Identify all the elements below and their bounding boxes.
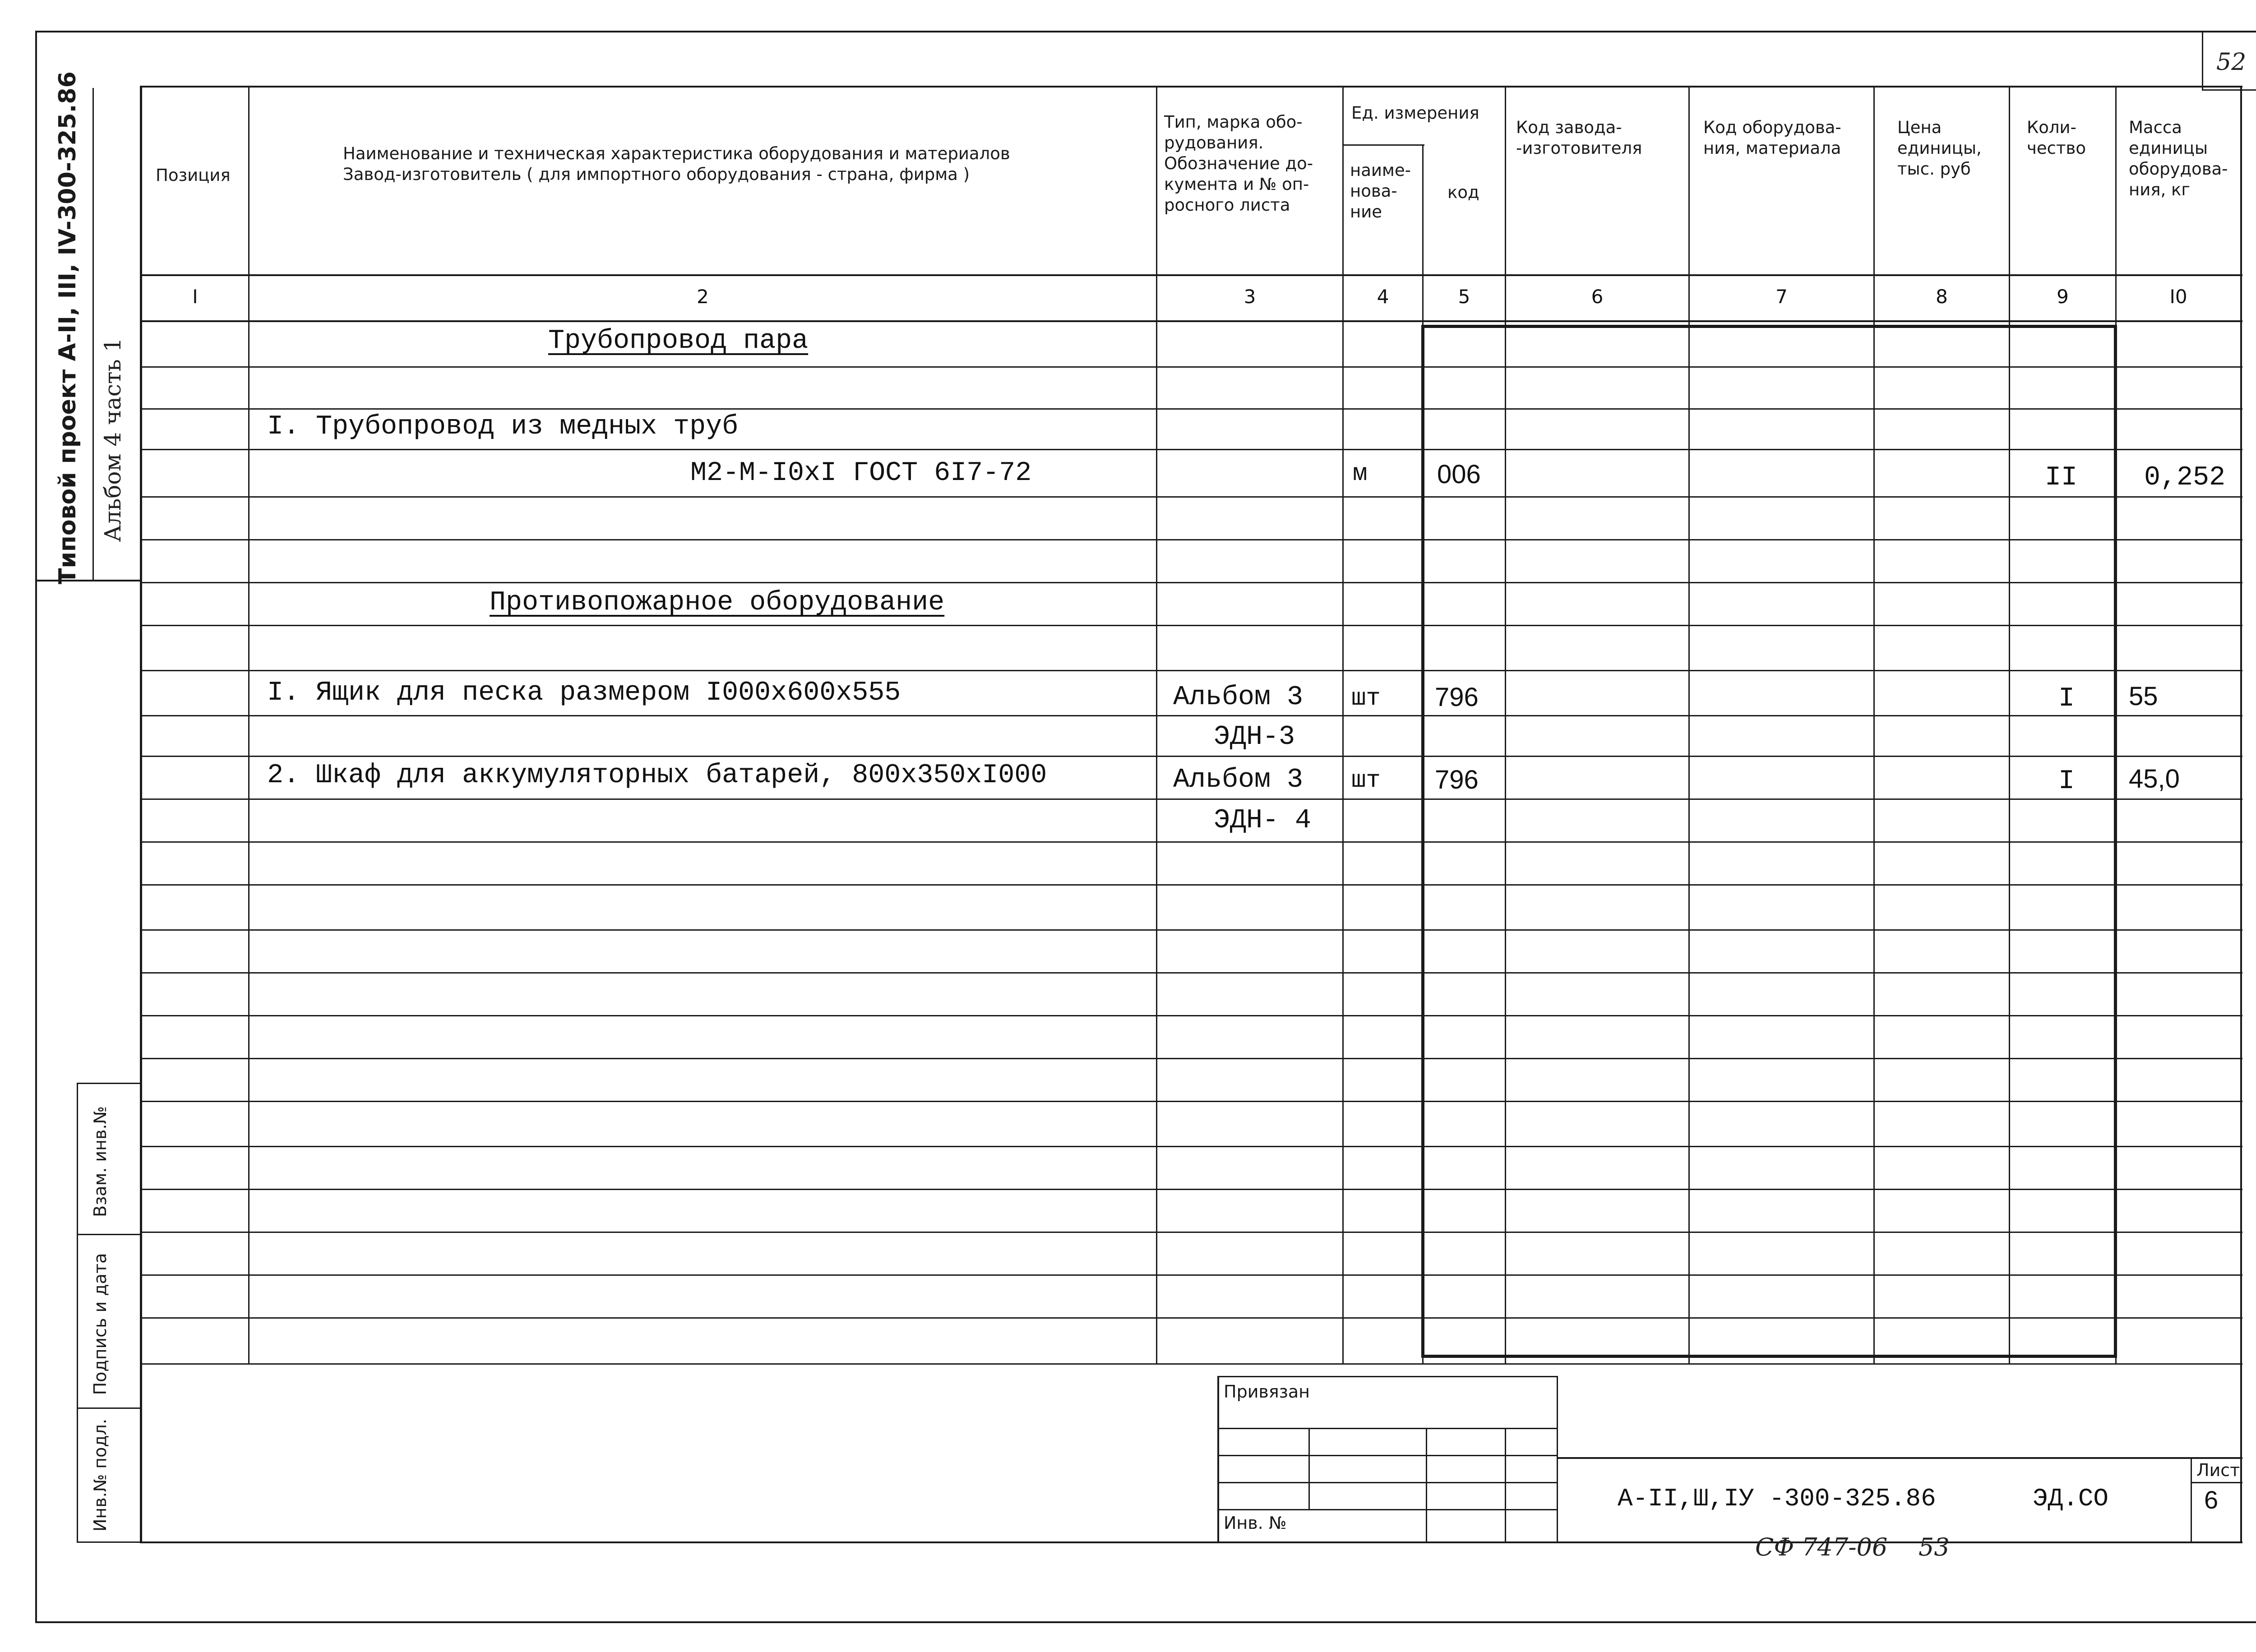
item1-unit: м — [1353, 460, 1368, 488]
row-line — [140, 539, 2242, 540]
header-price: Цена единицы, тыс. руб — [1897, 118, 1982, 179]
colnum-4: 4 — [1377, 286, 1389, 308]
side-replaced-inv: Взам. инв.№ — [90, 1106, 110, 1217]
item2-unit: шт — [1351, 685, 1381, 712]
colnum-7: 7 — [1775, 286, 1788, 308]
title-sheet-number: 6 — [2204, 1486, 2219, 1514]
row-line — [140, 1317, 2242, 1319]
header-name-line2: Завод-изготовитель ( для импортного оборудования - страна, фирма ) — [343, 165, 970, 184]
row-line — [140, 496, 2242, 498]
header-type: Тип, марка обо- рудования. Обозначение до- кумента и № оп- росного листа — [1164, 112, 1313, 215]
row-line — [140, 1015, 2242, 1016]
title-designation: А-II,Ш,IУ -300-325.86 — [1618, 1484, 1936, 1513]
header-position: Позиция — [156, 166, 231, 185]
item1-mass: 0,252 — [2144, 462, 2226, 493]
title-bound: Привязан — [1224, 1382, 1310, 1402]
item3-qty: I — [2058, 766, 2075, 797]
row-line — [140, 1189, 2242, 1190]
row-line — [140, 1146, 2242, 1147]
row-line — [140, 449, 2242, 450]
row-line — [140, 929, 2242, 931]
frame-top — [35, 31, 2256, 32]
row-line — [140, 884, 2242, 886]
item3-code: 796 — [1435, 765, 1479, 794]
header-qty: Коли- чество — [2027, 118, 2086, 158]
header-plant-code: Код завода- -изготовителя — [1516, 118, 1642, 158]
row-line — [140, 1058, 2242, 1059]
side-signature-date: Подпись и дата — [90, 1253, 110, 1395]
table-bottom — [140, 1363, 2242, 1365]
colnum-1: I — [192, 286, 198, 308]
row-line — [140, 715, 2242, 716]
item1-code: 006 — [1437, 460, 1481, 489]
item1-spec: М2-М-I0хI ГОСТ 6I7-72 — [690, 458, 1032, 489]
header-name-line1: Наименование и техническая характеристика оборудования и материалов — [343, 144, 1010, 163]
section-steam-pipeline: Трубопровод пара — [548, 326, 809, 356]
row-line — [140, 798, 2242, 800]
colnum-6: 6 — [1591, 286, 1604, 308]
colnum-5: 5 — [1458, 286, 1470, 308]
item2-doc: ЭДН-3 — [1214, 722, 1295, 752]
row-line — [140, 1274, 2242, 1276]
header-equip-code: Код оборудова- ния, материала — [1703, 118, 1841, 158]
colnum-10: I0 — [2169, 286, 2187, 308]
item1-name: I. Трубопровод из медных труб — [267, 411, 739, 442]
frame-bottom — [35, 1621, 2256, 1623]
row-line — [140, 582, 2242, 583]
item2-qty: I — [2058, 683, 2075, 714]
side-original-inv: Инв.№ подл. — [90, 1418, 110, 1532]
item3-unit: шт — [1351, 767, 1381, 794]
handwritten-note: СФ 747-06 53 — [1755, 1533, 1950, 1561]
item3-name: 2. Шкаф для аккумуляторных батарей, 800х350хI000 — [267, 760, 1047, 791]
header-unit-name: наиме- нова- ние — [1350, 161, 1411, 221]
item3-type: Альбом 3 — [1173, 765, 1304, 795]
item3-doc: ЭДН- 4 — [1214, 805, 1312, 836]
item1-qty: II — [2045, 462, 2078, 493]
row-line — [140, 625, 2242, 626]
corner-page-number: 52 — [2216, 49, 2247, 76]
row-line — [140, 972, 2242, 974]
title-inv-no: Инв. № — [1224, 1513, 1287, 1533]
item2-type: Альбом 3 — [1173, 682, 1304, 713]
row-line — [140, 670, 2242, 671]
side-project-title: Типовой проект А-II, III, IV-300-325.86 — [54, 71, 81, 584]
colnum-8: 8 — [1936, 286, 1948, 308]
header-unit-group: Ед. измерения — [1351, 103, 1479, 123]
item2-code: 796 — [1435, 683, 1479, 712]
header-mass: Масса единицы оборудова- ния, кг — [2129, 118, 2228, 199]
title-doc-code: ЭД.СО — [2033, 1484, 2109, 1513]
table-top — [140, 86, 2242, 88]
colnum-2: 2 — [697, 286, 709, 308]
side-album: Альбом 4 часть 1 — [100, 337, 126, 542]
title-sheet-label: Лист — [2196, 1460, 2240, 1480]
frame-left — [35, 31, 37, 1623]
colnum-9: 9 — [2057, 286, 2069, 308]
table-right — [2240, 86, 2242, 1543]
row-line — [140, 1232, 2242, 1233]
row-line — [140, 408, 2242, 410]
row-line — [140, 756, 2242, 757]
row-line — [140, 1101, 2242, 1102]
row-line — [140, 366, 2242, 368]
item3-mass: 45,0 — [2129, 764, 2180, 794]
section-fire-equipment: Противопожарное оборудование — [490, 587, 945, 618]
item2-name: I. Ящик для песка размером I000х600х555 — [267, 678, 901, 708]
header-unit-code: код — [1447, 183, 1479, 202]
colnum-3: 3 — [1244, 286, 1256, 308]
row-line — [140, 841, 2242, 843]
item2-mass: 55 — [2129, 682, 2158, 711]
